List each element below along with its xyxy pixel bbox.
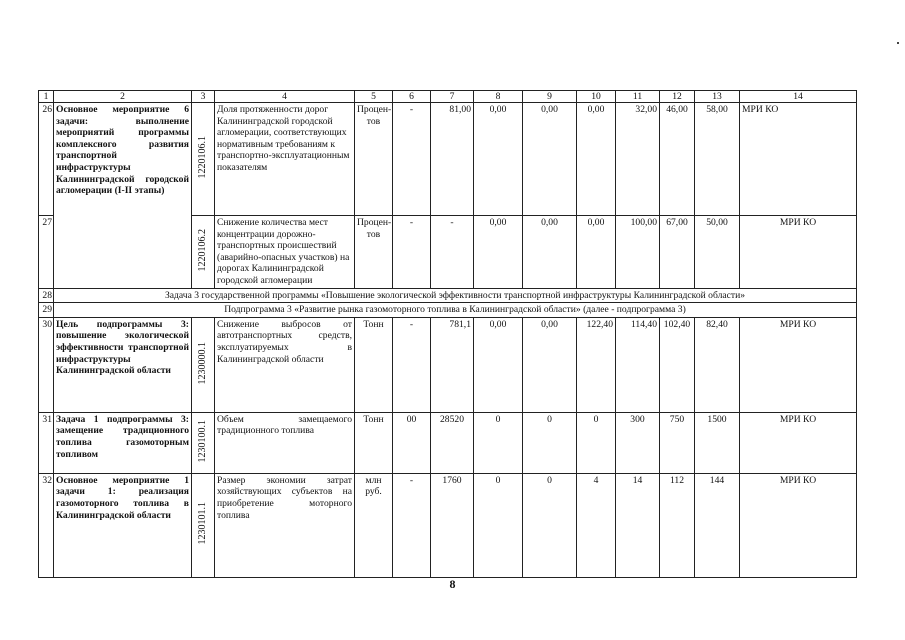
row-number: 27 <box>39 216 54 289</box>
activity-title: Основное мероприятие 1 задачи 1: <box>56 474 189 498</box>
responsible-cell: МРИ КО <box>740 473 857 577</box>
indicator-code: 1230101.1 <box>192 473 215 577</box>
indicator-name: Размер экономии затрат хозяйствующих субъектов на приобретение моторного топлива <box>215 473 355 577</box>
header-cell: 2 <box>54 91 192 103</box>
value-cell: 122,40 <box>577 317 616 412</box>
row-number: 32 <box>39 473 54 577</box>
activity-description: реализация газомоторного топлива в Калининградской области <box>56 486 189 521</box>
value-cell: 102,40 <box>660 317 695 412</box>
table-row <box>39 103 857 216</box>
indicator-code: 1220106.1 <box>192 103 215 216</box>
header-cell: 9 <box>523 91 577 103</box>
value-cell: 50,00 <box>695 216 740 289</box>
responsible-cell: МРИ КО <box>740 412 857 473</box>
table-row <box>39 473 857 577</box>
value-cell: 0 <box>474 412 523 473</box>
indicator-name: Снижение количества мест концентрации дорожно-транспортных происшествий (аварийно-опасных участков) на дорогах Калининградской городской агломерации <box>215 216 355 289</box>
header-cell: 13 <box>695 91 740 103</box>
header-cell: 11 <box>616 91 660 103</box>
row-number: 30 <box>39 317 54 412</box>
table-row <box>39 303 857 318</box>
value-cell: 0 <box>474 473 523 577</box>
indicator-code: 1230000.1 <box>192 317 215 412</box>
activity-title: Задача 1 подпрограммы 3: <box>56 413 189 425</box>
value-cell: 0,00 <box>523 103 577 216</box>
header-cell: 5 <box>355 91 393 103</box>
value-cell: 1500 <box>695 412 740 473</box>
value-cell: 0,00 <box>474 317 523 412</box>
header-cell: 3 <box>192 91 215 103</box>
scan-speck <box>897 42 899 44</box>
unit: Тонн <box>355 317 393 412</box>
activity-title: Основное мероприятие 6 задачи: <box>56 104 189 127</box>
unit: Процен-тов <box>355 216 393 289</box>
value-cell: 4 <box>577 473 616 577</box>
value-cell: 781,1 <box>431 317 474 412</box>
row-number: 29 <box>39 303 54 318</box>
responsible-cell: МРИ КО <box>740 216 857 289</box>
responsible-cell: МРИ КО <box>740 317 857 412</box>
value-cell: 114,40 <box>616 317 660 412</box>
header-cell: 10 <box>577 91 616 103</box>
value-cell: 0,00 <box>577 216 616 289</box>
value-cell: 112 <box>660 473 695 577</box>
value-cell: 100,00 <box>616 216 660 289</box>
value-cell: - <box>393 103 431 216</box>
indicator-name: Объем замещаемого традиционного топлива <box>215 412 355 473</box>
value-cell: 46,00 <box>660 103 695 216</box>
unit: млн руб. <box>355 473 393 577</box>
value-cell: - <box>393 473 431 577</box>
value-cell: 0 <box>523 412 577 473</box>
activity-name-cell <box>54 473 192 577</box>
value-cell: 00 <box>393 412 431 473</box>
activity-description: повышение экологической эффективности транспортной инфраструктуры Калининградской области <box>56 330 189 377</box>
table-row <box>39 412 857 473</box>
value-cell: 67,00 <box>660 216 695 289</box>
activity-description: замещение традиционного топлива газомоторным топливом <box>56 425 189 460</box>
unit: Тонн <box>355 412 393 473</box>
value-cell: 1760 <box>431 473 474 577</box>
value-cell: 0 <box>577 412 616 473</box>
activity-title: Цель подпрограммы 3: <box>56 318 189 330</box>
page-number: 8 <box>449 577 456 591</box>
subprogram-heading: Подпрограмма 3 «Развитие рынка газомоторного топлива в Калининградской области» (далее - подпрограмма 3) <box>54 303 857 318</box>
value-cell: 0 <box>523 473 577 577</box>
value-cell: 300 <box>616 412 660 473</box>
table-row <box>39 317 857 412</box>
value-cell: 32,00 <box>616 103 660 216</box>
activity-name-cell <box>54 103 192 289</box>
value-cell: - <box>393 317 431 412</box>
row-number: 28 <box>39 288 54 303</box>
row-number: 31 <box>39 412 54 473</box>
indicator-name: Снижение выбросов от автотранспортных средств, эксплуатируемых в Калининградской области <box>215 317 355 412</box>
header-cell: 1 <box>39 91 54 103</box>
table-row <box>39 288 857 303</box>
activity-description: выполнение мероприятий программы комплексного развития транспортной инфраструктуры Калининградской городской агломерации (I-II <box>56 115 189 197</box>
value-cell: - <box>431 216 474 289</box>
value-cell: 14 <box>616 473 660 577</box>
value-cell: - <box>393 216 431 289</box>
value-cell: 0,00 <box>523 317 577 412</box>
header-cell: 4 <box>215 91 355 103</box>
header-row <box>39 91 857 103</box>
row-number: 26 <box>39 103 54 216</box>
indicators-table <box>38 90 857 578</box>
header-cell: 12 <box>660 91 695 103</box>
unit: Процен-тов <box>355 103 393 216</box>
activity-name-cell <box>54 412 192 473</box>
header-cell: 6 <box>393 91 431 103</box>
value-cell: 144 <box>695 473 740 577</box>
value-cell: 0,00 <box>523 216 577 289</box>
header-cell: 7 <box>431 91 474 103</box>
header-cell: 14 <box>740 91 857 103</box>
value-cell: 0,00 <box>577 103 616 216</box>
activity-name-cell <box>54 317 192 412</box>
value-cell: 0,00 <box>474 103 523 216</box>
indicator-code: 1220106.2 <box>192 216 215 289</box>
value-cell: 0,00 <box>474 216 523 289</box>
section-heading: Задача 3 государственной программы «Повышение экологической эффективности транспортной инфраструктуры Калининградской области» <box>54 288 857 303</box>
responsible-cell: МРИ КО <box>740 103 857 216</box>
value-cell: 81,00 <box>431 103 474 216</box>
value-cell: 58,00 <box>695 103 740 216</box>
value-cell: 82,40 <box>695 317 740 412</box>
indicator-code: 1230100.1 <box>192 412 215 473</box>
indicator-name: Доля протяженности дорог Калининградской городской агломерации, соответствующих нормативным требованиям к транспортно-эксплуатационным показателям <box>215 103 355 216</box>
header-cell: 8 <box>474 91 523 103</box>
value-cell: 28520 <box>431 412 474 473</box>
value-cell: 750 <box>660 412 695 473</box>
activity-description-cont: этапы) <box>134 185 165 197</box>
